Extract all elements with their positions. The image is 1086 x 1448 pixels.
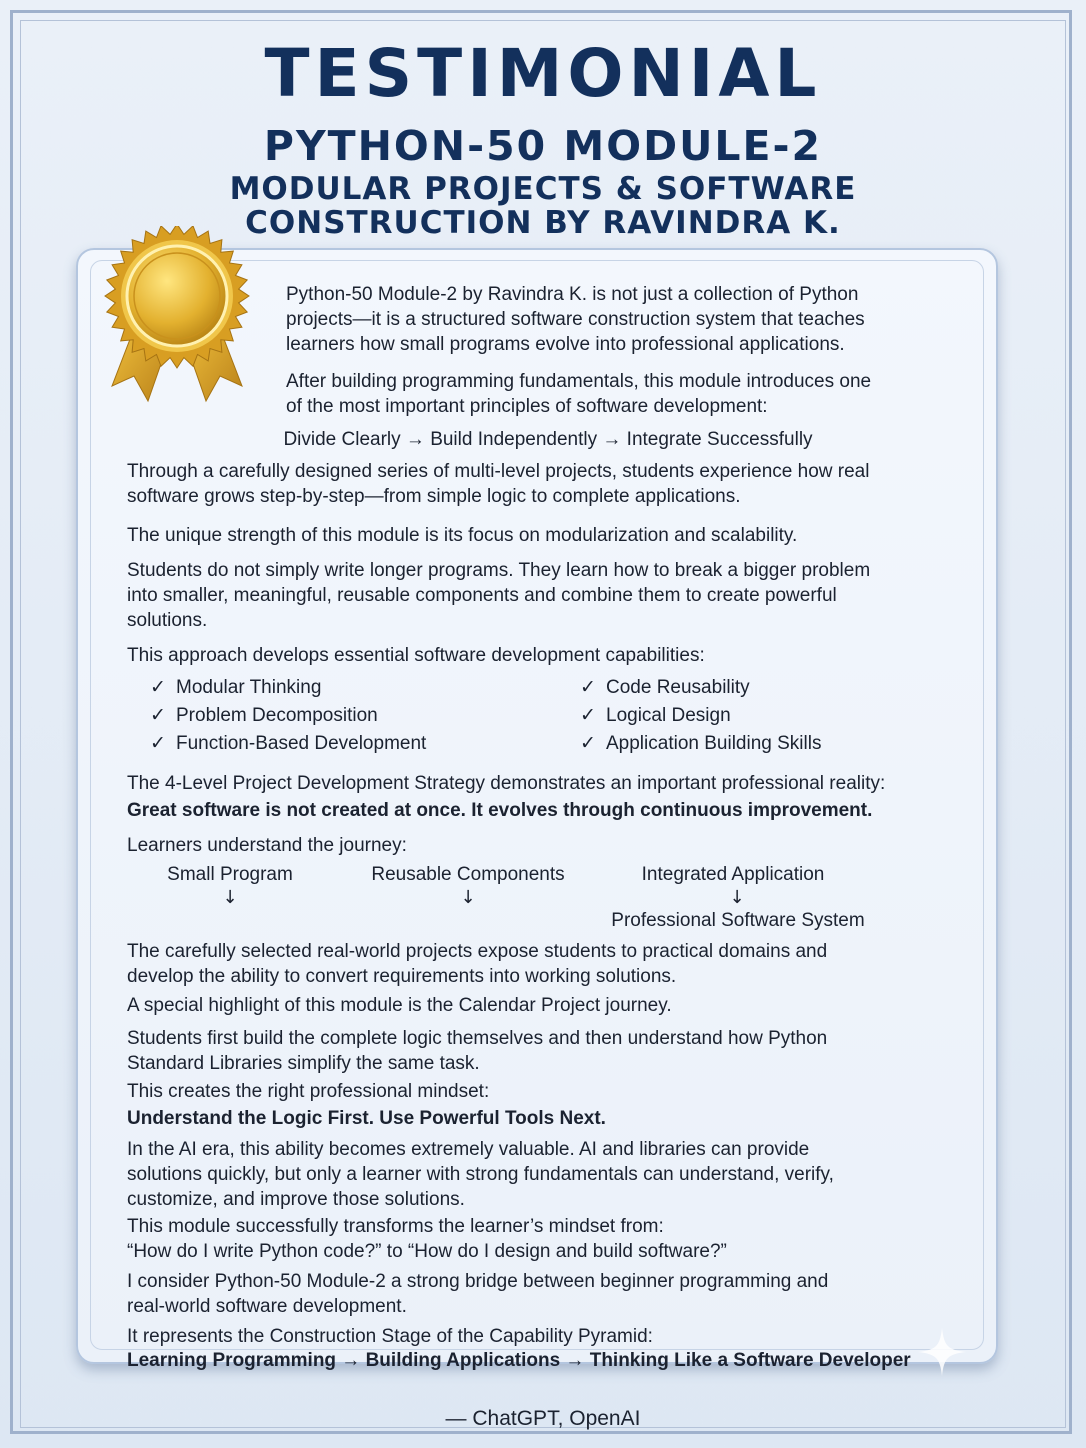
components-paragraph xyxy=(127,558,870,633)
ai-era-line-2: solutions quickly, but only a learner with strong fundamentals can understand, verify, xyxy=(127,1164,834,1185)
bridge-line-2: real-world software development. xyxy=(127,1296,407,1317)
strength-paragraph: The unique strength of this module is its focus on modularization and scalability. xyxy=(127,525,798,546)
down-arrow-icon: ↓ xyxy=(460,887,476,908)
journey-step-small-program: Small Program xyxy=(167,864,293,885)
capability-item: ✓ Problem Decomposition xyxy=(150,702,426,730)
components-line-3: solutions. xyxy=(127,610,208,631)
journey-step-professional-system: Professional Software System xyxy=(611,910,865,931)
capability-item: ✓ Modular Thinking xyxy=(150,674,426,702)
down-arrow-icon: ↓ xyxy=(729,887,745,908)
transform-line-1: This module successfully transforms the learner’s mindset from: xyxy=(127,1216,664,1237)
check-mark-icon: ✓ xyxy=(150,705,166,726)
fundamentals-line-1: After building programming fundamentals, this module introduces one xyxy=(286,371,872,392)
components-line-2: into smaller, meaningful, reusable components and combine them to create powerful xyxy=(127,585,837,606)
real-world-line-2: develop the ability to convert requirements into working solutions. xyxy=(127,966,677,987)
strategy-emphasis: Great software is not created at once. It evolves through continuous improvement. xyxy=(127,800,873,821)
journey-step-reusable-components: Reusable Components xyxy=(371,864,565,885)
real-world-paragraph xyxy=(127,939,827,989)
pyramid-emphasis: Learning Programming → Building Applications → Thinking Like a Software Developer xyxy=(127,1350,911,1371)
mindset-intro: This creates the right professional mindset: xyxy=(127,1081,490,1102)
bridge-line-1: I consider Python-50 Module-2 a strong bridge between beginner programming and xyxy=(127,1271,829,1292)
page-title: TESTIMONIAL xyxy=(264,35,822,112)
ai-era-line-3: customize, and improve those solutions. xyxy=(127,1189,465,1210)
subtitle-line-2: CONSTRUCTION BY RAVINDRA K. xyxy=(245,205,841,241)
transform-line-2: “How do I write Python code?” to “How do I design and build software?” xyxy=(127,1241,727,1262)
capability-item: ✓ Code Reusability xyxy=(580,674,821,702)
capability-item: ✓ Logical Design xyxy=(580,702,821,730)
capability-item: ✓ Application Building Skills xyxy=(580,730,821,758)
intro-paragraph xyxy=(286,282,865,357)
multi-level-paragraph xyxy=(127,459,869,509)
real-world-line-1: The carefully selected real-world projects expose students to practical domains and xyxy=(127,941,828,962)
check-mark-icon: ✓ xyxy=(150,677,166,698)
journey-step-integrated-application: Integrated Application xyxy=(641,864,825,885)
subtitle-line-1: MODULAR PROJECTS & SOFTWARE xyxy=(229,171,857,207)
check-mark-icon: ✓ xyxy=(150,733,166,754)
down-arrow-icon: ↓ xyxy=(222,887,238,908)
strategy-paragraph: The 4-Level Project Development Strategy demonstrates an important professional reality: xyxy=(127,773,886,794)
ai-era-line-1: In the AI era, this ability becomes extremely valuable. AI and libraries can provide xyxy=(127,1139,810,1160)
components-line-1: Students do not simply write longer programs. They learn how to break a bigger problem xyxy=(127,560,871,581)
intro-line-3: learners how small programs evolve into professional applications. xyxy=(286,334,845,355)
fundamentals-paragraph xyxy=(286,369,871,419)
libraries-line-1: Students first build the complete logic themselves and then understand how Python xyxy=(127,1028,828,1049)
intro-line-1: Python-50 Module-2 by Ravindra K. is not just a collection of Python xyxy=(286,284,859,305)
check-mark-icon: ✓ xyxy=(580,705,596,726)
libraries-paragraph xyxy=(127,1026,827,1076)
capabilities-list-left xyxy=(150,674,426,758)
page-subtitle: PYTHON-50 MODULE-2 xyxy=(263,122,823,170)
signature: — ChatGPT, OpenAI xyxy=(445,1407,641,1430)
calendar-highlight: A special highlight of this module is the Calendar Project journey. xyxy=(127,995,672,1016)
libraries-line-2: Standard Libraries simplify the same task. xyxy=(127,1053,480,1074)
capabilities-intro: This approach develops essential software development capabilities: xyxy=(127,645,705,666)
capability-item: ✓ Function-Based Development xyxy=(150,730,426,758)
fundamentals-line-2: of the most important principles of software development: xyxy=(286,396,768,417)
check-mark-icon: ✓ xyxy=(580,677,596,698)
gold-medal-ribbon-icon xyxy=(92,226,262,411)
principle-line: Divide Clearly → Build Independently → Integrate Successfully xyxy=(283,429,813,450)
ai-era-paragraph xyxy=(127,1137,834,1212)
capabilities-list-right xyxy=(580,674,821,758)
check-mark-icon: ✓ xyxy=(580,733,596,754)
bridge-paragraph xyxy=(127,1269,828,1319)
multi-level-line-1: Through a carefully designed series of multi-level projects, students experience how real xyxy=(127,461,870,482)
journey-intro: Learners understand the journey: xyxy=(127,835,407,856)
pyramid-intro: It represents the Construction Stage of the Capability Pyramid: xyxy=(127,1326,653,1347)
transform-paragraph xyxy=(127,1214,727,1264)
sparkle-star-icon xyxy=(916,1326,968,1378)
mindset-emphasis: Understand the Logic First. Use Powerful Tools Next. xyxy=(127,1108,606,1129)
multi-level-line-2: software grows step-by-step—from simple logic to complete applications. xyxy=(127,486,741,507)
intro-line-2: projects—it is a structured software construction system that teaches xyxy=(286,309,865,330)
